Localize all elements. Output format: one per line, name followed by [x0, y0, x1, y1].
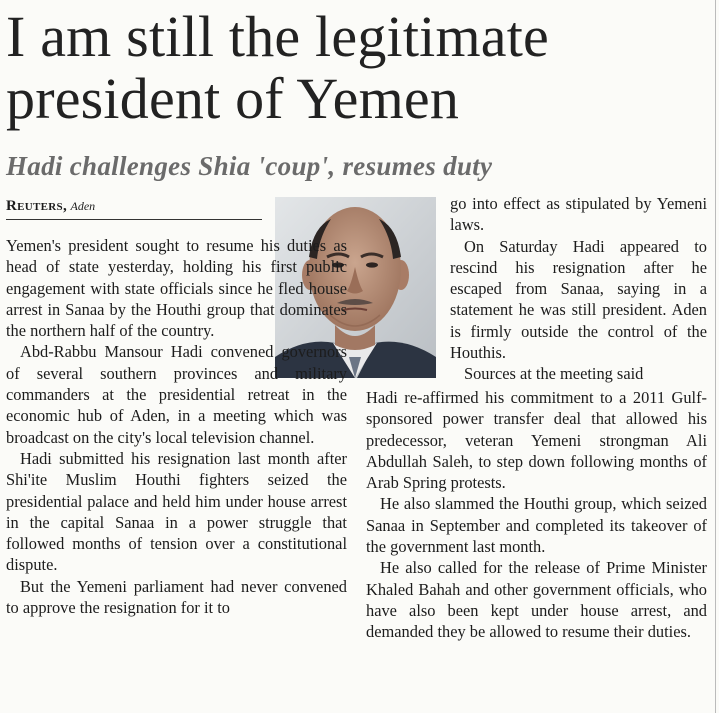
article-paragraph: Hadi re-affirmed his commitment to a 2011 Gulf-sponsored power transfer deal that allowed his predecessor, veteran Yemeni strongman Ali Abdullah Saleh, to step down following months of Arab Spring protests. — [366, 388, 707, 493]
headline — [6, 6, 711, 130]
byline-dateline: Aden — [70, 199, 96, 213]
article-paragraph: Abd-Rabbu Mansour Hadi convened governors of several southern provinces and military commanders at the presidential retreat in the economic hub of Aden, in a meeting which was broadcast on the city's local television channel. — [6, 342, 347, 447]
article-column-2 — [366, 387, 707, 643]
subheadline: Hadi challenges Shia 'coup', resumes duty — [6, 151, 493, 181]
article-paragraph: Yemen's president sought to resume his duties as head of state yesterday, holding his first public engagement with state officials since he fled house arrest in Sanaa by the Houthi group that dominates the northern half of the country. — [6, 236, 347, 341]
page-edge-divider — [715, 0, 716, 713]
byline-agency: Reuters, — [6, 198, 67, 214]
article-paragraph: On Saturday Hadi appeared to rescind his resignation after he escaped from Sanaa, saying in a statement he was still president. Aden is firmly outside the control of the Houthis. — [450, 236, 707, 363]
article-paragraph: He also slammed the Houthi group, which seized Sanaa in September and completed its takeover of the government last month. — [366, 494, 707, 557]
article-paragraph: But the Yemeni parliament had never convened to approve the resignation for it to — [6, 576, 347, 618]
headline-line-2: president of Yemen — [6, 66, 460, 131]
article-paragraph: Hadi submitted his resignation last month after Shi'ite Muslim Houthi fighters seized the presidential palace and held him under house arrest in the capital Sanaa in a power struggle that followed months of tension over a constitutional dispute. — [6, 448, 347, 575]
article-column-1 — [6, 235, 347, 618]
article-column-2-top — [450, 193, 707, 385]
headline-line-1: I am still the legitimate — [6, 4, 549, 69]
article-paragraph: He also called for the release of Prime Minister Khaled Bahah and other government officials, who have also been kept under house arrest, and demanded they be allowed to resume their duties. — [366, 558, 707, 642]
article-paragraph: go into effect as stipulated by Yemeni laws. — [450, 194, 707, 235]
byline — [6, 197, 262, 220]
article-paragraph: Sources at the meeting said — [464, 364, 644, 384]
